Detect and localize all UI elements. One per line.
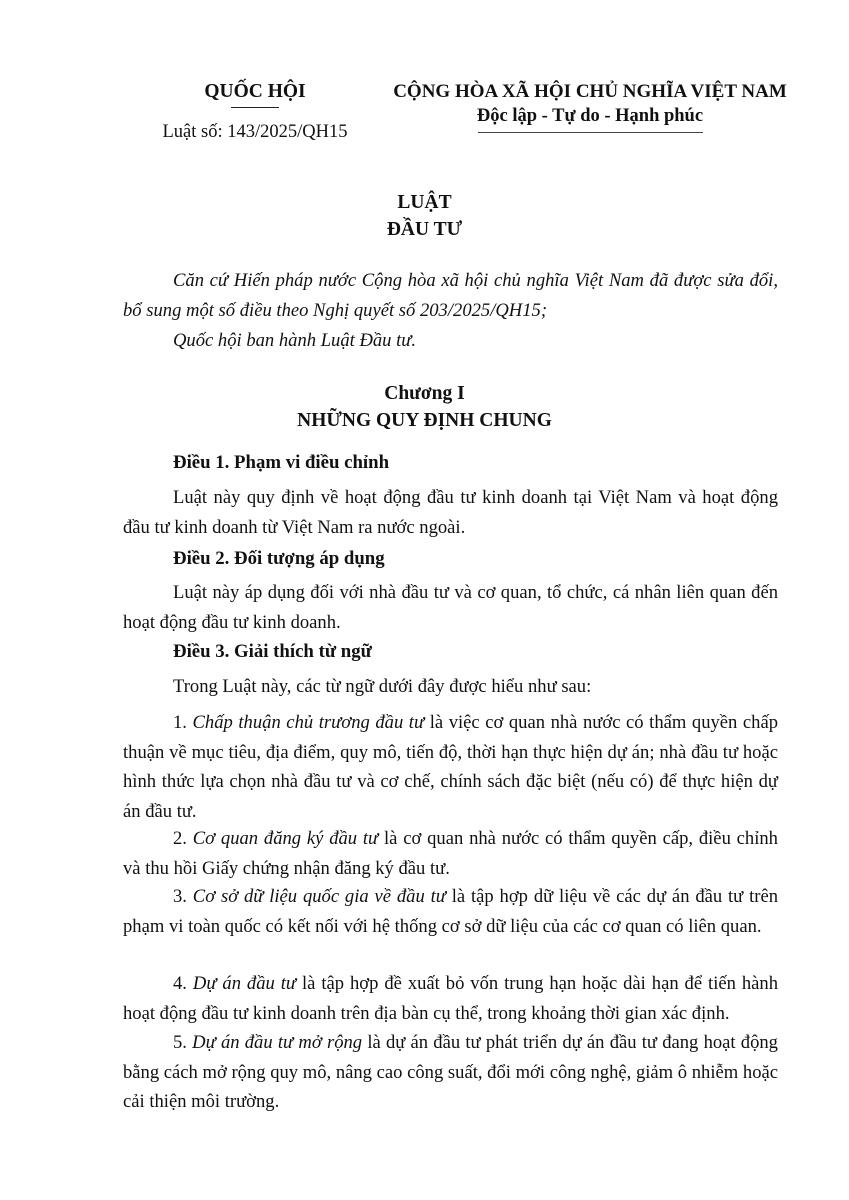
definition-item <box>123 1028 778 1117</box>
definition-term: Cơ quan đăng ký đầu tư <box>192 828 379 849</box>
definition-number: 4. <box>173 973 187 994</box>
article-3-heading: Điều 3. Giải thích từ ngữ <box>173 641 372 662</box>
preamble-basis: Căn cứ Hiến pháp nước Cộng hòa xã hội chủ nghĩa Việt Nam đã được sửa đổi, bổ sung một số điều theo Nghị quyết số 203/2025/QH15; <box>123 270 778 321</box>
document-type: LUẬT <box>397 192 452 213</box>
chapter-number: Chương I <box>384 383 465 404</box>
article-1-heading: Điều 1. Phạm vi điều chỉnh <box>173 452 390 473</box>
preamble-enactment: Quốc hội ban hành Luật Đầu tư. <box>173 330 417 351</box>
nation-name: CỘNG HÒA XÃ HỘI CHỦ NGHĨA VIỆT NAM <box>393 81 787 102</box>
issuer-underline <box>231 107 279 108</box>
article-3-intro: Trong Luật này, các từ ngữ dưới đây được hiểu như sau: <box>173 676 592 697</box>
definition-number: 2. <box>173 828 187 849</box>
document-title: ĐẦU TƯ <box>386 219 463 240</box>
article-1-text: Luật này quy định về hoạt động đầu tư kinh doanh tại Việt Nam và hoạt động đầu tư kinh doanh từ Việt Nam ra nước ngoài. <box>123 487 778 538</box>
definition-text: là việc cơ quan nhà nước có thẩm quyền chấp thuận về mục tiêu, địa điểm, quy mô, tiến độ, thời hạn thực hiện dự án; nhà đầu tư hoặc hình thức lựa chọn nhà đầu tư và cơ chế, chính sách đặc biệt (nếu có) để thực hiện dự án đầu tư. <box>123 712 778 822</box>
definition-item <box>123 969 778 1028</box>
definition-term: Dự án đầu tư mở rộng <box>192 1032 363 1053</box>
definition-text: là dự án đầu tư phát triển dự án đầu tư đang hoạt động bằng cách mở rộng quy mô, nâng cao công suất, đổi mới công nghệ, giảm ô nhiễm hoặc cải thiện môi trường. <box>123 1032 778 1112</box>
definition-term: Chấp thuận chủ trương đầu tư <box>192 712 425 733</box>
definition-number: 5. <box>173 1032 187 1053</box>
definition-number: 3. <box>173 886 187 907</box>
article-2-text: Luật này áp dụng đối với nhà đầu tư và cơ quan, tổ chức, cá nhân liên quan đến hoạt động đầu tư kinh doanh. <box>123 582 778 633</box>
issuer-name: QUỐC HỘI <box>204 81 306 102</box>
definition-term: Cơ sở dữ liệu quốc gia về đầu tư <box>192 886 446 907</box>
law-number: Luật số: 143/2025/QH15 <box>162 122 348 142</box>
definition-item <box>123 882 778 941</box>
motto-underline <box>478 132 703 133</box>
definition-text: là cơ quan nhà nước có thẩm quyền cấp, điều chỉnh và thu hồi Giấy chứng nhận đăng ký đầu tư. <box>123 828 778 879</box>
article-2-heading: Điều 2. Đối tượng áp dụng <box>173 548 385 569</box>
national-header <box>380 80 800 133</box>
definition-term: Dự án đầu tư <box>192 973 297 994</box>
definition-text: là tập hợp đề xuất bỏ vốn trung hạn hoặc dài hạn để tiến hành hoạt động đầu tư kinh doanh trên địa bàn cụ thể, trong khoảng thời gian xác định. <box>123 973 778 1024</box>
definition-item <box>123 824 778 883</box>
definition-item <box>123 708 778 826</box>
national-motto: Độc lập - Tự do - Hạnh phúc <box>476 106 704 126</box>
chapter-name: NHỮNG QUY ĐỊNH CHUNG <box>297 410 552 431</box>
definition-number: 1. <box>173 712 187 733</box>
definition-text: là tập hợp dữ liệu về các dự án đầu tư trên phạm vi toàn quốc có kết nối với hệ thống cơ sở dữ liệu của các cơ quan có liên quan. <box>123 886 778 937</box>
issuer-block <box>150 80 360 144</box>
